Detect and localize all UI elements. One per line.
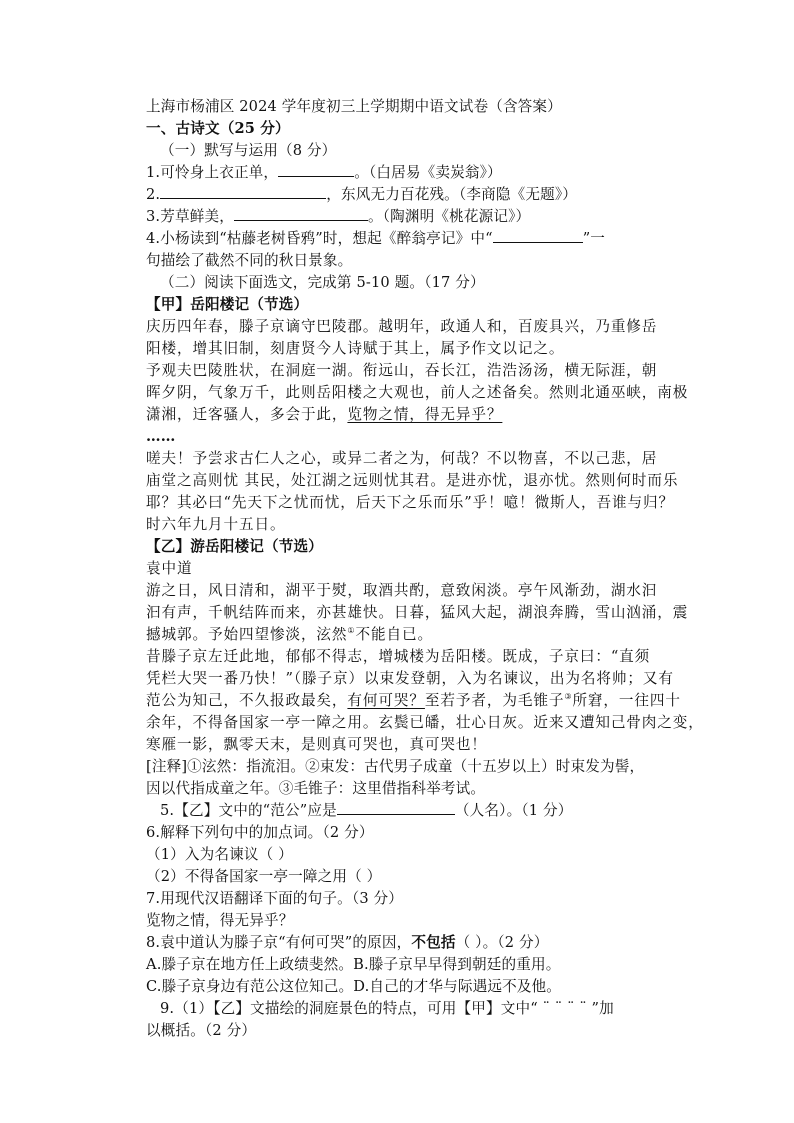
passage-line: 嗟夫！予尝求古仁人之心，或异二者之为，何哉？不以物喜，不以己悲，居 bbox=[146, 450, 658, 467]
passage-text: 所窘，一往四十 bbox=[572, 692, 681, 709]
question-text: 1.可怜身上衣正单， bbox=[146, 164, 279, 181]
passage-line: 予观夫巴陵胜状，在洞庭一湖。衔远山，吞长江，浩浩汤汤，横无际涯，朝 bbox=[146, 362, 658, 379]
passage-text: 不能自已。 bbox=[355, 626, 433, 643]
question-6: 6.解释下列句中的加点词。（2 分） bbox=[146, 824, 374, 841]
question-8-options: A.滕子京在地方任上政绩斐然。B.滕子京早早得到朝廷的重用。 bbox=[146, 956, 561, 973]
passage-line: 时六年九月十五日。 bbox=[146, 516, 286, 533]
passage-line bbox=[146, 404, 502, 426]
answer-blank[interactable] bbox=[493, 228, 583, 243]
passage-text: 撼城郭。予始四望惨淡，泫然 bbox=[146, 626, 348, 643]
passage-text: 潇湘，迁客骚人，多会于此， bbox=[146, 406, 348, 423]
question-7: 7.用现代汉语翻译下面的句子。（3 分） bbox=[146, 890, 404, 907]
question-text: ”一 bbox=[582, 230, 606, 247]
question-source: 。（白居易《卖炭翁》） bbox=[354, 164, 502, 181]
passage-line: 凭栏大哭一番乃快！”（滕子京）以束发登朝，入为名谏议，出为名将帅；又有 bbox=[146, 670, 674, 687]
question-9-continued: 以概括。（2 分） bbox=[146, 1022, 257, 1039]
underlined-sentence: 览物之情，得无异乎？ bbox=[347, 406, 503, 423]
question-text: 5.【乙】文中的“范公”应是 bbox=[160, 802, 337, 819]
question-text: 3.芳草鲜美， bbox=[146, 208, 234, 225]
question-number: 2. bbox=[146, 186, 161, 203]
question-source: 。（陶渊明《桃花源记》） bbox=[367, 208, 531, 225]
question-9: 9.（1）【乙】文描绘的洞庭景色的特点，可用【甲】文中“ ¨ ¨ ¨ ¨ ”加 bbox=[160, 1000, 614, 1017]
question-6-item: （2）不得备国家一亭一障之用（ ） bbox=[146, 868, 382, 885]
passage-line: 庆历四年春，滕子京谪守巴陵郡。越明年，政通人和，百废具兴，乃重修岳 bbox=[146, 318, 658, 335]
passage-line: 游之日，风日清和，湖平于熨，取酒共酌，意致闲淡。亭午风渐劲，湖水汩 bbox=[146, 582, 658, 599]
subsection-heading: （一）默写与运用（8 分） bbox=[160, 142, 337, 159]
passage-line: 寒雁一影，飘零天末，是则真可哭也，真可哭也！ bbox=[146, 736, 487, 753]
question-8-options: C.滕子京身边有范公这位知己。D.自己的才华与际遇远不及他。 bbox=[146, 978, 562, 995]
question-text: 8.袁中道认为滕子京“有何可哭”的原因， bbox=[146, 934, 412, 951]
question-4 bbox=[146, 228, 605, 250]
passage-text: 范公为知己，不久报政最矣， bbox=[146, 692, 348, 709]
footnote-marker: ③ bbox=[564, 692, 573, 702]
passage-author: 袁中道 bbox=[146, 560, 193, 577]
annotation-line: [注释]①泫然：指流泪。②束发：古代男子成童（十五岁以上）时束发为髻， bbox=[146, 758, 645, 775]
passage-line bbox=[146, 690, 681, 712]
section-heading: 一、古诗文（25 分） bbox=[146, 120, 290, 137]
ellipsis: …… bbox=[146, 428, 176, 445]
question-text: （人名）。（1 分） bbox=[454, 802, 573, 819]
question-4-continued: 句描绘了截然不同的秋日景象。 bbox=[146, 252, 353, 269]
passage-line: 耶？其必曰“先天下之忧而忧，后天下之乐而乐”乎！噫！微斯人，吾谁与归？ bbox=[146, 494, 675, 511]
passage-line: 汩有声，千帆结阵而来，亦甚雄快。日暮，猛风大起，湖浪奔腾，雪山汹涌，震 bbox=[146, 604, 689, 621]
answer-blank[interactable] bbox=[337, 800, 455, 815]
question-8 bbox=[146, 932, 548, 954]
passage-line: 余年，不得备国家一亭一障之用。玄鬓已皤，壮心日灰。近来又遭知己骨肉之变， bbox=[146, 714, 704, 731]
passage-line: 阳楼，增其旧制，刻唐贤今人诗赋于其上，属予作文以记之。 bbox=[146, 340, 565, 357]
passage-jia-title: 【甲】岳阳楼记（节选） bbox=[146, 296, 309, 313]
footnote-marker: ① bbox=[347, 626, 356, 636]
answer-blank[interactable] bbox=[234, 206, 368, 221]
question-3 bbox=[146, 206, 530, 228]
question-1 bbox=[146, 162, 502, 184]
exam-title: 上海市杨浦区 2024 学年度初三上学期期中语文试卷（含答案） bbox=[146, 98, 562, 115]
question-text: （ ）。（2 分） bbox=[455, 934, 549, 951]
passage-line bbox=[146, 624, 433, 646]
passage-yi-title: 【乙】游岳阳楼记（节选） bbox=[146, 538, 323, 555]
annotation-line: 因以代指成童之年。③毛锥子：这里借指科举考试。 bbox=[146, 780, 486, 797]
question-5 bbox=[160, 800, 572, 822]
emphasis-text: 不包括 bbox=[411, 934, 456, 951]
question-text: 4.小杨读到“枯藤老树昏鸦”时，想起《醉翁亭记》中“ bbox=[146, 230, 493, 247]
question-source: ，东风无力百花残。（李商隐《无题》） bbox=[326, 186, 578, 203]
answer-blank[interactable] bbox=[160, 184, 326, 199]
underlined-phrase: 有何可哭？ bbox=[347, 692, 425, 709]
question-7-sentence: 览物之情，得无异乎？ bbox=[146, 912, 294, 929]
question-6-item: （1）入为名谏议（ ） bbox=[146, 846, 293, 863]
question-2 bbox=[146, 184, 577, 206]
subsection-heading: （二）阅读下面选文，完成第 5-10 题。（17 分） bbox=[160, 274, 485, 291]
passage-text: 至若予者，为毛锥子 bbox=[424, 692, 565, 709]
answer-blank[interactable] bbox=[278, 162, 354, 177]
passage-line: 昔滕子京左迁此地，郁郁不得志，增城楼为岳阳楼。既成，子京曰：“直须 bbox=[146, 648, 651, 665]
passage-line: 晖夕阴，气象万千，此则岳阳楼之大观也，前人之述备矣。然则北通巫峡，南极 bbox=[146, 384, 689, 401]
passage-line: 庙堂之高则忧 其民，处江湖之远则忧其君。是进亦忧，退亦忧。然则何时而乐 bbox=[146, 472, 679, 489]
